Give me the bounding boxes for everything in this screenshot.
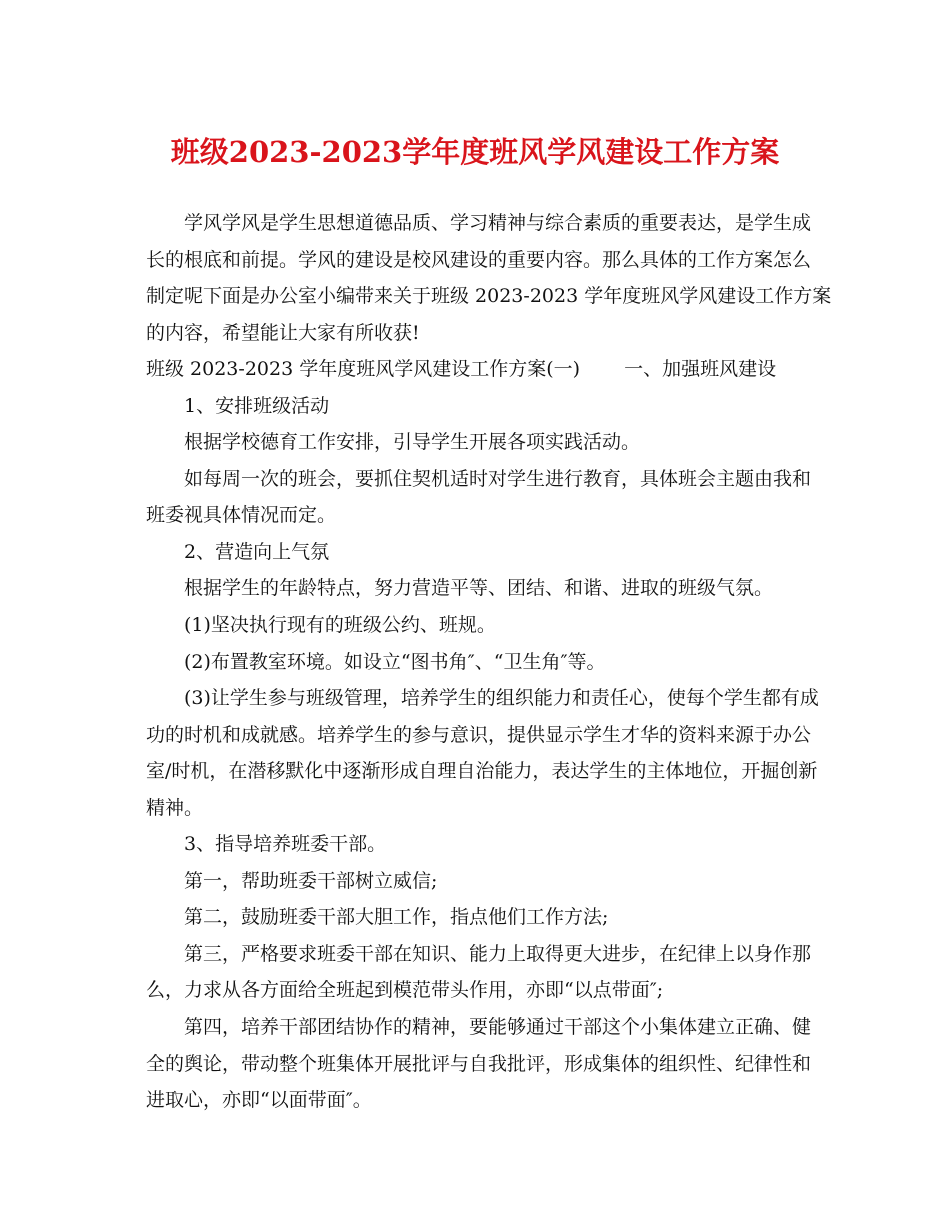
document-title: 班级2023-2023学年度班风学风建设工作方案	[170, 135, 780, 169]
text-line: 室/时机，在潜移默化中逐渐形成自理自治能力，表达学生的主体地位，开掘创新	[146, 760, 818, 783]
text-line: 2、营造向上气氛	[184, 540, 330, 563]
text-line: 进取心，亦即“以面带面″。	[146, 1089, 372, 1112]
text-line: (1)坚决执行现有的班级公约、班规。	[184, 614, 496, 637]
text-line: 功的时机和成就感。培养学生的参与意识，提供显示学生才华的资料来源于办公	[146, 723, 812, 746]
text-line: 根据学生的年龄特点，努力营造平等、团结、和谐、进取的班级气氛。	[184, 577, 774, 600]
text-line: 班级 2023-2023 学年度班风学风建设工作方案(一) 一、加强班风建设	[146, 358, 777, 381]
text-line: 第一，帮助班委干部树立威信;	[184, 869, 438, 892]
text-line: 精神。	[146, 796, 204, 819]
text-line: 的内容，希望能让大家有所收获!	[146, 321, 420, 344]
text-line: 制定呢下面是办公室小编带来关于班级 2023-2023 学年度班风学风建设工作方案	[146, 285, 832, 308]
text-line: 1、安排班级活动	[184, 394, 330, 417]
text-line: 第四，培养干部团结协作的精神，要能够通过干部这个小集体建立正确、健	[184, 1016, 812, 1039]
text-line: (2)布置教室环境。如设立“图书角″、“卫生角″等。	[184, 650, 606, 673]
text-line: 学风学风是学生思想道德品质、学习精神与综合素质的重要表达，是学生成	[184, 212, 812, 234]
text-line: 长的根底和前提。学风的建设是校风建设的重要内容。那么具体的工作方案怎么	[146, 248, 812, 271]
text-line: 么，力求从各方面给全班起到模范带头作用，亦即“以点带面″;	[146, 979, 664, 1002]
text-line: (3)让学生参与班级管理，培养学生的组织能力和责任心，使每个学生都有成	[184, 687, 819, 710]
text-line: 第三，严格要求班委干部在知识、能力上取得更大进步，在纪律上以身作那	[184, 942, 812, 965]
text-line: 3、指导培养班委干部。	[184, 833, 387, 856]
text-line: 班委视具体情况而定。	[146, 504, 337, 527]
text-line: 如每周一次的班会，要抓住契机适时对学生进行教育，具体班会主题由我和	[184, 467, 812, 490]
text-line: 全的舆论，带动整个班集体开展批评与自我批评，形成集体的组织性、纪律性和	[146, 1052, 812, 1075]
document-body	[146, 205, 832, 1119]
text-line: 根据学校德育工作安排，引导学生开展各项实践活动。	[184, 431, 641, 454]
text-line: 第二，鼓励班委干部大胆工作，指点他们工作方法;	[184, 906, 609, 929]
